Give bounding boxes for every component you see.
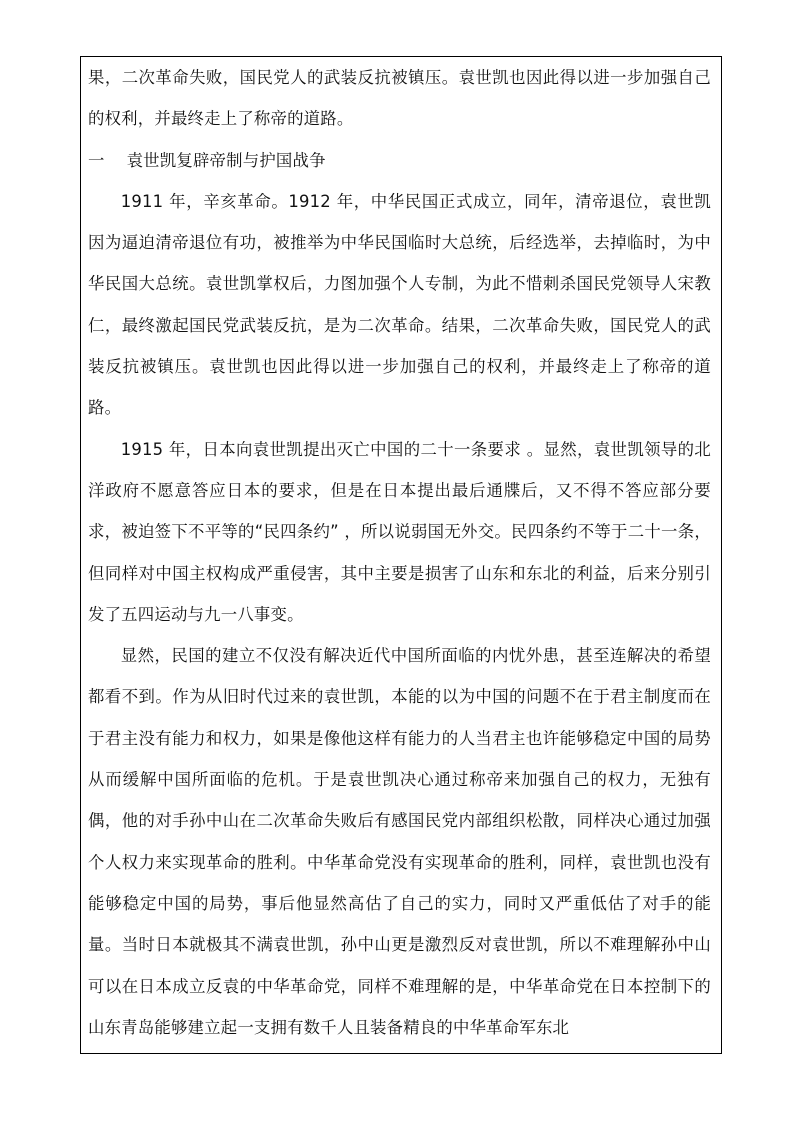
body-paragraph-analysis: 显然，民国的建立不仅没有解决近代中国所面临的内忧外患，甚至连解决的希望都看不到。作为从旧时代过来的袁世凯，本能的以为中国的问题不在于君主制度而在于君主没有能力和权力，如果是像他这样有能力的人当君主也许能够稳定中国的局势从而缓解中国所面临的危机。于是袁世凯决心通过称帝来加强自己的权力，无独有偶，他的对手孙中山在二次革命失败后有感国民党内部组织松散，同样决心通过加强个人权力来实现革命的胜利。中华革命党没有实现革命的胜利，同样，袁世凯也没有能够稳定中国的局势，事后他显然高估了自己的实力，同时又严重低估了对手的能量。当时日本就极其不满袁世凯，孙中山更是激烈反对袁世凯，所以不难理解孙中山可以在日本成立反袁的中华革命党，同样不难理解的是，中华革命党在日本控制下的山东青岛能够建立起一支拥有数千人且装备精良的中华革命军东北	[88, 646, 711, 1037]
continued-paragraph: 果，二次革命失败，国民党人的武装反抗被镇压。袁世凯也因此得以进一步加强自己的权利，并最终走上了称帝的道路。	[88, 68, 711, 129]
body-paragraph-1915: 1915 年，日本向袁世凯提出灭亡中国的二十一条要求 。显然，袁世凯领导的北洋政府不愿意答应日本的要求，但是在日本提出最后通牒后，又不得不答应部分要求，被迫签下不平等的“民四条约” ，所以说弱国无外交。民四条约不等于二十一条，但同样对中国主权构成严重侵害，其中主要是损害了山东和东北的利益，后来分别引发了五四运动与九一八事变。	[88, 439, 711, 624]
body-paragraph-1911: 1911 年，辛亥革命。1912 年，中华民国正式成立，同年，清帝退位，袁世凯因为逼迫清帝退位有功，被推举为中华民国临时大总统，后经选举，去掉临时，为中华民国大总统。袁世凯掌权后，力图加强个人专制，为此不惜刺杀国民党领导人宋教仁，最终激起国民党武装反抗，是为二次革命。结果，二次革命失败，国民党人的武装反抗被镇压。袁世凯也因此得以进一步加强自己的权利，并最终走上了称帝的道路。	[88, 191, 711, 418]
page-frame	[80, 56, 722, 1054]
document-body	[88, 57, 711, 1048]
section-heading: 一 袁世凯复辟帝制与护国战争	[88, 150, 326, 170]
